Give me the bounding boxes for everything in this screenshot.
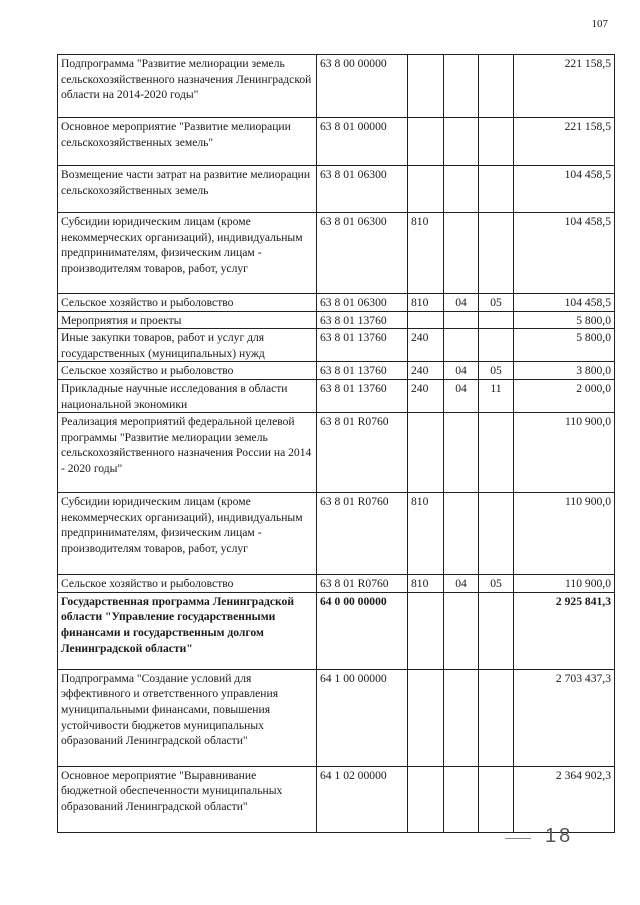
row-amount: 104 458,5 bbox=[514, 294, 615, 312]
row-name: Иные закупки товаров, работ и услуг для государственных (муниципальных) нужд bbox=[58, 329, 317, 362]
row-type: 240 bbox=[408, 362, 444, 380]
row-subsection bbox=[479, 766, 514, 832]
row-name: Подпрограмма "Развитие мелиорации земель сельскохозяйственного назначения Ленинградской области на 2014-2020 годы" bbox=[58, 55, 317, 118]
row-name: Государственная программа Ленинградской области "Управление государственными финансами и государственным долгом Ленинградской области" bbox=[58, 592, 317, 669]
row-subsection bbox=[479, 311, 514, 329]
row-type bbox=[408, 55, 444, 118]
row-section bbox=[444, 55, 479, 118]
row-amount: 110 900,0 bbox=[514, 575, 615, 593]
row-amount: 5 800,0 bbox=[514, 329, 615, 362]
row-name: Основное мероприятие "Выравнивание бюджетной обеспеченности муниципальных образований Ленинградской области" bbox=[58, 766, 317, 832]
row-code: 64 1 02 00000 bbox=[317, 766, 408, 832]
row-type bbox=[408, 118, 444, 166]
table-row bbox=[58, 294, 615, 312]
row-subsection: 11 bbox=[479, 379, 514, 412]
row-code: 64 1 00 00000 bbox=[317, 669, 408, 766]
row-section bbox=[444, 493, 479, 575]
row-code: 63 8 01 06300 bbox=[317, 166, 408, 213]
row-section: 04 bbox=[444, 294, 479, 312]
row-type bbox=[408, 766, 444, 832]
row-code: 63 8 01 06300 bbox=[317, 294, 408, 312]
table-row bbox=[58, 362, 615, 380]
row-section bbox=[444, 766, 479, 832]
row-code: 63 8 01 13760 bbox=[317, 379, 408, 412]
table-row bbox=[58, 592, 615, 669]
row-name: Реализация мероприятий федеральной целевой программы "Развитие мелиорации земель сельскохозяйственного назначения России на 2014 - 2020 годы" bbox=[58, 413, 317, 493]
row-amount: 221 158,5 bbox=[514, 55, 615, 118]
row-type bbox=[408, 592, 444, 669]
row-name: Основное мероприятие "Развитие мелиорации сельскохозяйственных земель" bbox=[58, 118, 317, 166]
table-row bbox=[58, 766, 615, 832]
row-type: 810 bbox=[408, 294, 444, 312]
row-code: 63 8 01 06300 bbox=[317, 213, 408, 294]
row-name: Сельское хозяйство и рыболовство bbox=[58, 294, 317, 312]
table-row bbox=[58, 413, 615, 493]
row-subsection bbox=[479, 55, 514, 118]
row-name: Мероприятия и проекты bbox=[58, 311, 317, 329]
row-amount: 110 900,0 bbox=[514, 413, 615, 493]
budget-table bbox=[57, 54, 615, 833]
row-subsection bbox=[479, 329, 514, 362]
row-section bbox=[444, 118, 479, 166]
row-subsection bbox=[479, 413, 514, 493]
row-code: 63 8 00 00000 bbox=[317, 55, 408, 118]
row-code: 63 8 01 R0760 bbox=[317, 413, 408, 493]
stamp-line bbox=[505, 838, 531, 839]
row-section: 04 bbox=[444, 575, 479, 593]
row-name: Субсидии юридическим лицам (кроме некоммерческих организаций), индивидуальным предпринимателям, физическим лицам - производителям товаров, работ, услуг bbox=[58, 493, 317, 575]
row-section bbox=[444, 213, 479, 294]
row-section bbox=[444, 166, 479, 213]
row-name: Прикладные научные исследования в области национальной экономики bbox=[58, 379, 317, 412]
row-name: Сельское хозяйство и рыболовство bbox=[58, 362, 317, 380]
row-amount: 221 158,5 bbox=[514, 118, 615, 166]
row-section bbox=[444, 329, 479, 362]
row-amount: 2 000,0 bbox=[514, 379, 615, 412]
row-type: 810 bbox=[408, 213, 444, 294]
row-type: 810 bbox=[408, 493, 444, 575]
row-type bbox=[408, 311, 444, 329]
row-type: 240 bbox=[408, 329, 444, 362]
row-subsection bbox=[479, 166, 514, 213]
row-section bbox=[444, 413, 479, 493]
row-subsection: 05 bbox=[479, 362, 514, 380]
table-row bbox=[58, 575, 615, 593]
row-amount: 2 703 437,3 bbox=[514, 669, 615, 766]
row-subsection bbox=[479, 669, 514, 766]
table-row bbox=[58, 118, 615, 166]
row-subsection bbox=[479, 493, 514, 575]
page-number: 107 bbox=[591, 18, 608, 30]
row-subsection: 05 bbox=[479, 575, 514, 593]
row-type bbox=[408, 669, 444, 766]
row-code: 63 8 01 00000 bbox=[317, 118, 408, 166]
row-section bbox=[444, 592, 479, 669]
row-amount: 104 458,5 bbox=[514, 166, 615, 213]
row-code: 63 8 01 13760 bbox=[317, 362, 408, 380]
row-subsection bbox=[479, 592, 514, 669]
table-row bbox=[58, 493, 615, 575]
row-amount: 2 925 841,3 bbox=[514, 592, 615, 669]
table-row bbox=[58, 669, 615, 766]
row-subsection bbox=[479, 118, 514, 166]
row-type: 810 bbox=[408, 575, 444, 593]
row-type: 240 bbox=[408, 379, 444, 412]
row-type bbox=[408, 413, 444, 493]
row-amount: 2 364 902,3 bbox=[514, 766, 615, 832]
row-section bbox=[444, 669, 479, 766]
row-name: Сельское хозяйство и рыболовство bbox=[58, 575, 317, 593]
row-amount: 110 900,0 bbox=[514, 493, 615, 575]
row-section: 04 bbox=[444, 362, 479, 380]
row-section bbox=[444, 311, 479, 329]
table-row bbox=[58, 213, 615, 294]
table-row bbox=[58, 311, 615, 329]
row-section: 04 bbox=[444, 379, 479, 412]
row-type bbox=[408, 166, 444, 213]
row-code: 63 8 01 R0760 bbox=[317, 493, 408, 575]
row-amount: 104 458,5 bbox=[514, 213, 615, 294]
row-name: Возмещение части затрат на развитие мелиорации сельскохозяйственных земель bbox=[58, 166, 317, 213]
table-row bbox=[58, 55, 615, 118]
row-subsection bbox=[479, 213, 514, 294]
row-code: 63 8 01 R0760 bbox=[317, 575, 408, 593]
row-code: 63 8 01 13760 bbox=[317, 311, 408, 329]
row-subsection: 05 bbox=[479, 294, 514, 312]
row-name: Подпрограмма "Создание условий для эффективного и ответственного управления муниципальными финансами, повышения устойчивости бюджетов муниципальных образований Ленинградской области" bbox=[58, 669, 317, 766]
row-code: 64 0 00 00000 bbox=[317, 592, 408, 669]
footer-stamp: 18 bbox=[545, 825, 574, 847]
row-name: Субсидии юридическим лицам (кроме некоммерческих организаций), индивидуальным предпринимателям, физическим лицам - производителям товаров, работ, услуг bbox=[58, 213, 317, 294]
row-code: 63 8 01 13760 bbox=[317, 329, 408, 362]
table-row bbox=[58, 166, 615, 213]
row-amount: 3 800,0 bbox=[514, 362, 615, 380]
table-row bbox=[58, 379, 615, 412]
row-amount: 5 800,0 bbox=[514, 311, 615, 329]
table-row bbox=[58, 329, 615, 362]
